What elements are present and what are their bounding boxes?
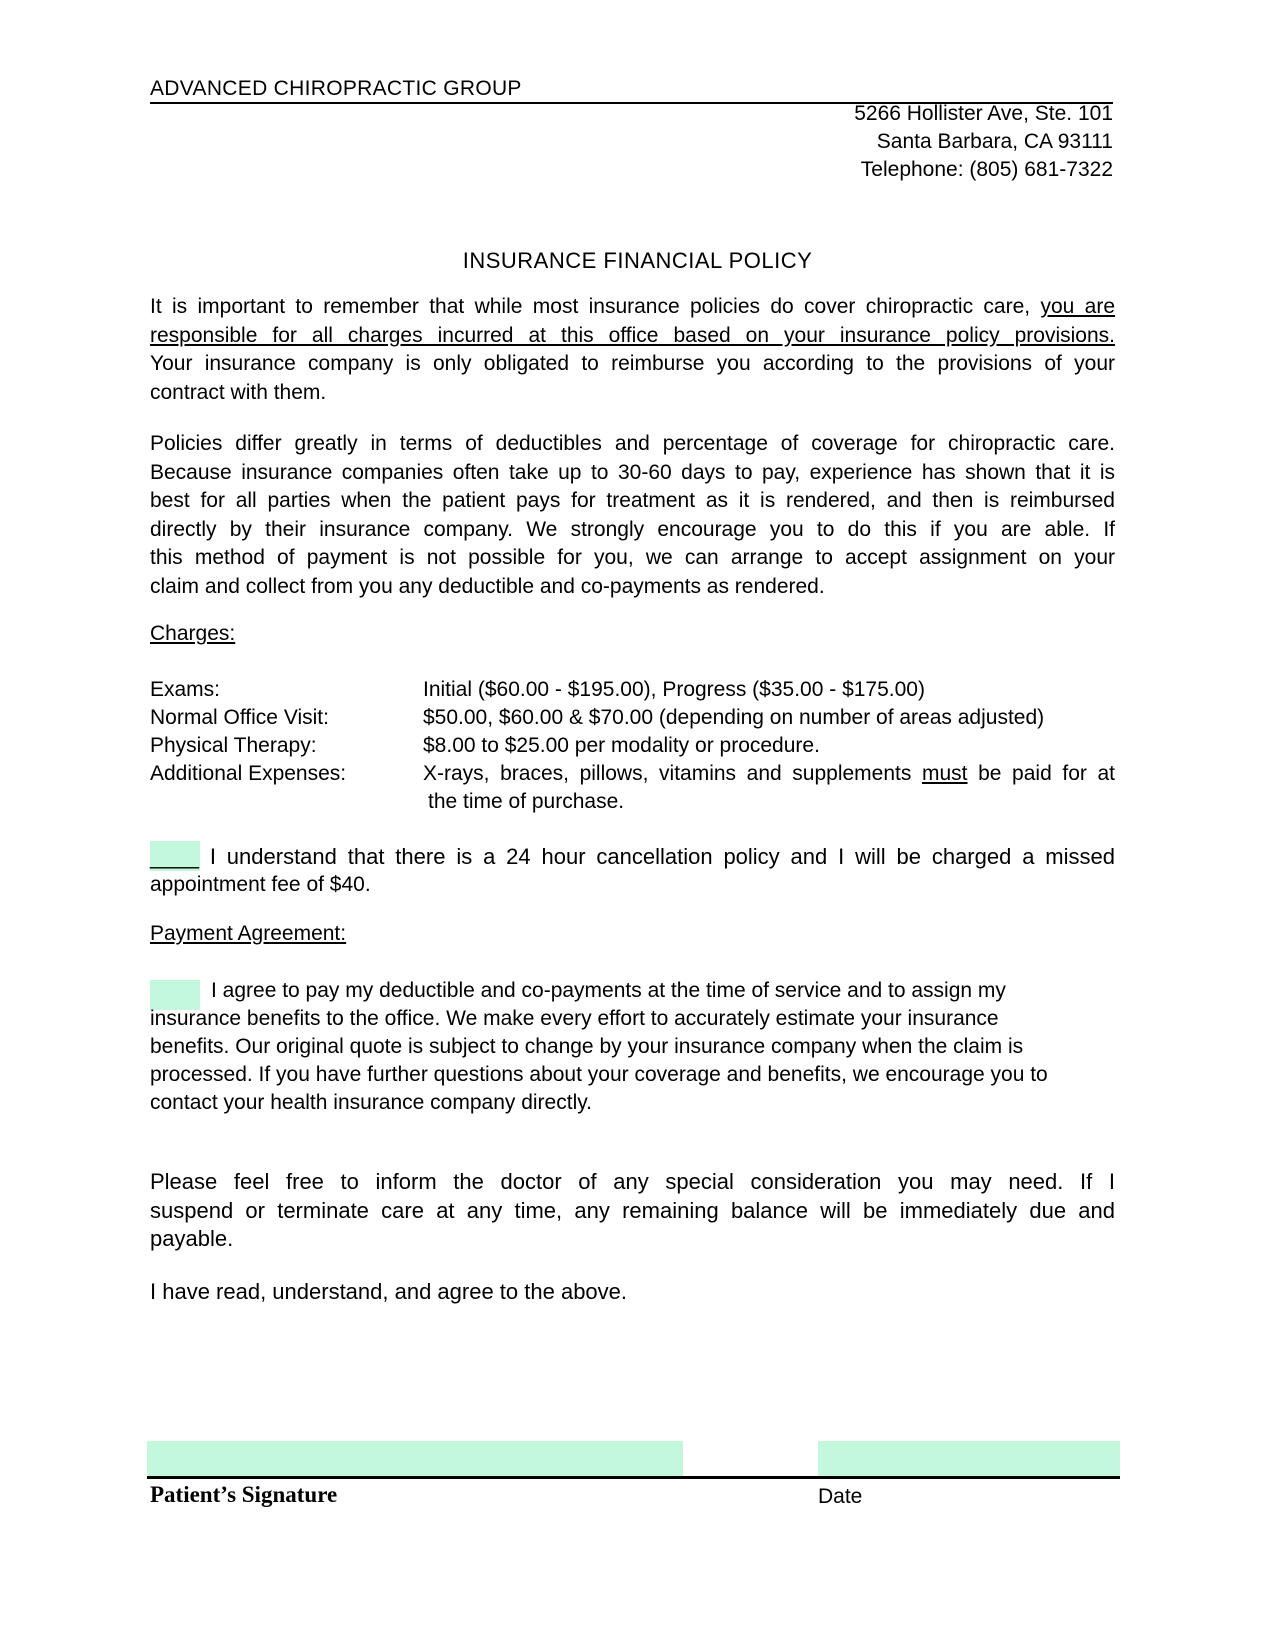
payment-line-4: processed. If you have further questions about your coverage and benefits, we encourage you to <box>150 1063 1048 1086</box>
signature-label: Patient’s Signature <box>150 1482 338 1507</box>
address-line-2: Santa Barbara, CA 93111 <box>876 130 1113 153</box>
intro-line-1 <box>150 293 1115 322</box>
cancellation-line-1 <box>150 843 1115 871</box>
additional-text: be paid for at <box>978 762 1115 785</box>
initials-blank: ____ <box>150 844 199 869</box>
additional-text: X-rays, braces, pillows, vitamins and supplements <box>423 762 912 785</box>
charges-heading: Charges: <box>150 622 236 645</box>
payment-line-5: contact your health insurance company directly. <box>150 1091 593 1114</box>
policies-line: directly by their insurance company. We strongly encourage you to do this if you are able. If <box>150 517 1115 541</box>
charge-value-exams: Initial ($60.00 - $195.00), Progress ($35.00 - $175.00) <box>423 678 925 701</box>
address-line-1: 5266 Hollister Ave, Ste. 101 <box>854 102 1113 125</box>
payment-agreement-heading: Payment Agreement: <box>150 922 347 945</box>
signature-field[interactable] <box>147 1441 683 1476</box>
payment-initials-blank: ____ <box>150 979 197 1002</box>
policies-line: claim and collect from you any deductible and co-payments as rendered. <box>150 574 825 598</box>
payment-line-2: insurance benefits to the office. We make every effort to accurately estimate your insurance <box>150 1007 999 1030</box>
charge-label-exams: Exams: <box>150 678 221 701</box>
cancellation-line-2: appointment fee of $40. <box>150 873 371 896</box>
policies-line: best for all parties when the patient pays for treatment as it is rendered, and then is reimbursed <box>150 489 1115 513</box>
intro-line-3: Your insurance company is only obligated to reimburse you according to the provisions of your <box>150 352 1115 376</box>
charge-label-additional: Additional Expenses: <box>150 762 347 785</box>
intro-line-2: responsible for all charges incurred at this office based on your insurance policy provisions. <box>150 323 1115 347</box>
signature-line <box>147 1476 1120 1479</box>
date-label: Date <box>818 1485 863 1508</box>
charge-value-office-visit: $50.00, $60.00 & $70.00 (depending on number of areas adjusted) <box>423 706 1045 729</box>
acknowledgement: I have read, understand, and agree to the above. <box>150 1279 628 1304</box>
closing-paragraph <box>150 1168 1115 1254</box>
additional-must: must <box>921 762 968 785</box>
date-field[interactable] <box>818 1441 1120 1476</box>
telephone: Telephone: (805) 681-7322 <box>860 158 1113 181</box>
policies-line: Policies differ greatly in terms of deductibles and percentage of coverage for chiropractic care. <box>150 432 1115 455</box>
policies-line: Because insurance companies often take up to 30-60 days to pay, experience has shown that it is <box>150 460 1115 484</box>
charge-value-physical-therapy: $8.00 to $25.00 per modality or procedure. <box>423 734 820 757</box>
closing-line: payable. <box>150 1226 234 1252</box>
document-title: INSURANCE FINANCIAL POLICY <box>462 248 813 273</box>
charge-value-additional <box>423 760 1115 789</box>
payment-line-3: benefits. Our original quote is subject to change by your insurance company when the claim is <box>150 1035 1024 1058</box>
policies-line: this method of payment is not possible for you, we can arrange to accept assignment on your <box>150 546 1115 570</box>
closing-line: suspend or terminate care at any time, any remaining balance will be immediately due and <box>150 1197 1115 1223</box>
intro-text: It is important to remember that while most insurance policies do cover chiropractic care, <box>150 295 1031 318</box>
policies-paragraph <box>150 430 1115 602</box>
intro-line-4: contract with them. <box>150 380 327 404</box>
cancellation-text: I understand that there is a 24 hour cancellation policy and I will be charged a missed <box>209 844 1115 869</box>
charge-label-office-visit: Normal Office Visit: <box>150 706 329 729</box>
charge-value-additional-line-2: the time of purchase. <box>428 790 625 813</box>
organization-name: ADVANCED CHIROPRACTIC GROUP <box>150 76 1113 104</box>
intro-paragraph <box>150 293 1115 407</box>
charge-label-physical-therapy: Physical Therapy: <box>150 734 317 757</box>
intro-underlined-text: you are <box>1040 295 1116 318</box>
closing-line: Please feel free to inform the doctor of any special consideration you may need. If I <box>150 1169 1115 1194</box>
payment-line-1: I agree to pay my deductible and co-payments at the time of service and to assign my <box>211 979 1006 1002</box>
